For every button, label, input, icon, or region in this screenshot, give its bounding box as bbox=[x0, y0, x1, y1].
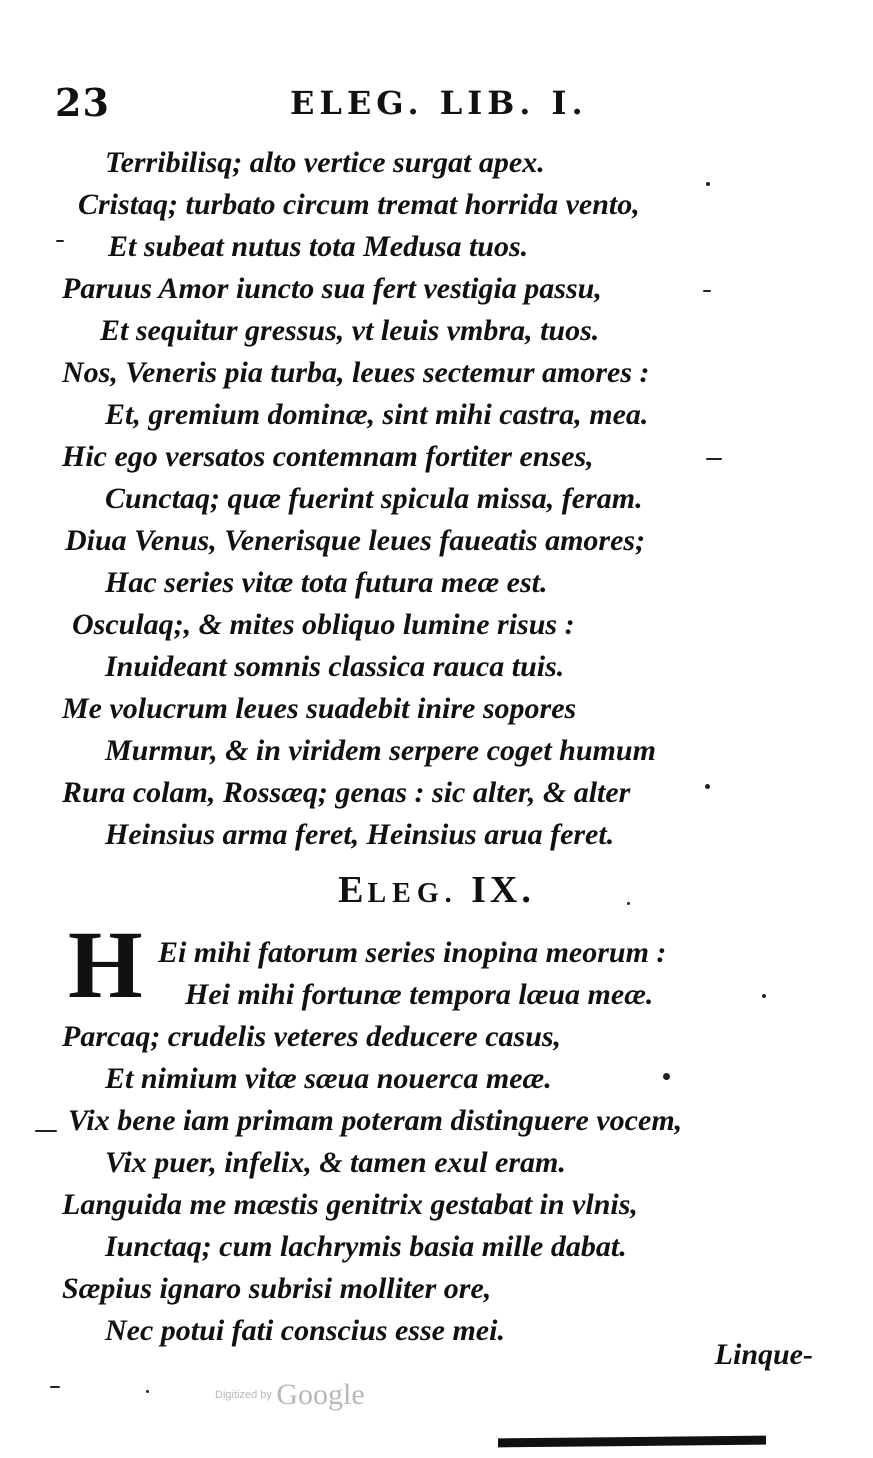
verse-line: Et sequitur gressus, vt leuis vmbra, tuos. bbox=[100, 314, 600, 347]
scan-edge-bar bbox=[498, 1436, 766, 1448]
verse-line: Me volucrum leues suadebit inire sopores bbox=[62, 692, 577, 725]
ink-speck bbox=[706, 458, 722, 460]
verse-line: Diua Venus, Venerisque leues faueatis amores; bbox=[65, 524, 646, 557]
verse-line: Hic ego versatos contemnam fortiter enses, bbox=[62, 440, 594, 473]
verse-line: Vix puer, infelix, & tamen exul eram. bbox=[105, 1146, 566, 1179]
ink-speck bbox=[705, 784, 710, 789]
digitization-watermark bbox=[215, 1378, 365, 1412]
watermark-prefix: Digitized by bbox=[215, 1389, 272, 1401]
verse-line: Cunctaq; quæ fuerint spicula missa, feram. bbox=[105, 482, 643, 515]
verse-line: Osculaq;, & mites obliquo lumine risus : bbox=[72, 608, 575, 641]
section-heading bbox=[0, 868, 873, 912]
ink-speck bbox=[56, 240, 64, 242]
page-header bbox=[0, 80, 873, 130]
verse-line: Heinsius arma feret, Heinsius arua feret. bbox=[105, 818, 615, 851]
verse-block-bottom bbox=[0, 932, 873, 1352]
verse-line: Parcaq; crudelis veteres deducere casus, bbox=[62, 1020, 562, 1053]
verse-line: Languida me mæstis genitrix gestabat in vlnis, bbox=[62, 1188, 638, 1221]
verse-line: Vix bene iam primam poteram distinguere vocem, bbox=[68, 1104, 683, 1137]
verse-line: Rura colam, Rossæq; genas : sic alter, & alter bbox=[62, 776, 631, 809]
running-head: ELEG. LIB. I. bbox=[290, 84, 588, 122]
google-logo: Google bbox=[276, 1378, 365, 1411]
ink-speck bbox=[146, 1390, 149, 1393]
verse-line: Inuideant somnis classica rauca tuis. bbox=[105, 650, 565, 683]
ink-speck bbox=[663, 1073, 670, 1080]
verse-line: Nec potui fati conscius esse mei. bbox=[105, 1314, 505, 1347]
verse-line: Ei mihi fatorum series inopina meorum : bbox=[158, 936, 667, 969]
verse-line: Iunctaq; cum lachrymis basia mille dabat. bbox=[105, 1230, 627, 1263]
ink-speck bbox=[50, 1386, 60, 1388]
verse-line: Et nimium vitæ sæua nouerca meæ. bbox=[105, 1062, 552, 1095]
ink-speck bbox=[706, 182, 710, 186]
verse-line: Sæpius ignaro subrisi molliter ore, bbox=[62, 1272, 492, 1305]
ink-speck bbox=[703, 290, 711, 292]
heading-prefix: LEG. bbox=[367, 878, 458, 909]
heading-initial: E bbox=[338, 869, 368, 911]
verse-line: Terribilisq; alto vertice surgat apex. bbox=[105, 146, 545, 179]
verse-line: Hac series vitæ tota futura meæ est. bbox=[105, 566, 548, 599]
verse-line: Murmur, & in viridem serpere coget humum bbox=[105, 734, 656, 767]
ink-speck bbox=[627, 902, 630, 905]
verse-line: Et, gremium dominæ, sint mihi castra, mea. bbox=[105, 398, 649, 431]
verse-line: Et subeat nutus tota Medusa tuos. bbox=[108, 230, 529, 263]
ink-speck bbox=[35, 1130, 57, 1132]
verse-line: Nos, Veneris pia turba, leues sectemur amores : bbox=[62, 356, 650, 389]
ink-speck bbox=[762, 994, 766, 998]
verse-line: Cristaq; turbato circum tremat horrida vento, bbox=[78, 188, 640, 221]
drop-cap: H bbox=[68, 911, 143, 1018]
verse-line: Paruus Amor iuncto sua fert vestigia passu, bbox=[62, 272, 602, 305]
page-number: 23 bbox=[55, 80, 110, 125]
catchword: Linque- bbox=[714, 1338, 813, 1371]
verse-line: Hei mihi fortunæ tempora læua meæ. bbox=[185, 978, 654, 1011]
heading-numeral: IX. bbox=[471, 869, 535, 911]
verse-block-top bbox=[0, 142, 873, 856]
